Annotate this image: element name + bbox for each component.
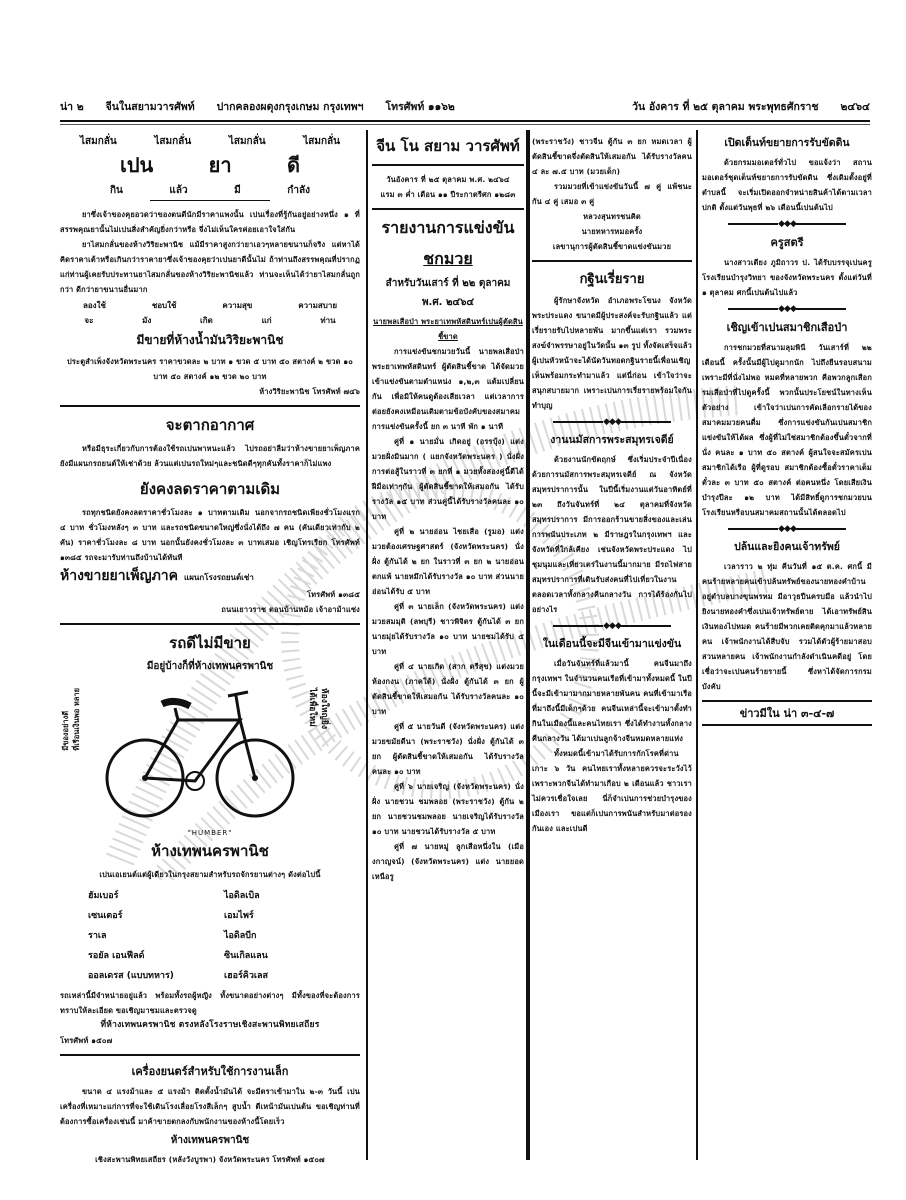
article-paragraph: คู่ที่ ๓ นายเล็ก (จังหวัดพระนคร) แต่งมวยสมมุติ (ลพบุรี) ชาวพิจิตร ตู้กันได้ ๓ ยก นายมุ่ยได้รับรางวัล ๑๐ บาท นายชมได้รับ ๕ บาท <box>372 602 524 656</box>
ad3-side-text-left <box>60 688 82 751</box>
ad-signature: ห้างวิริยะพานิช โทรศัพท์ ๗๔๖ <box>259 387 360 396</box>
ornament-divider: ◆◆◆ <box>532 621 692 631</box>
ad2-subheadline: ยังคงลดราคาตามเดิม <box>139 480 281 498</box>
nameplate: จีน โน สยาม วารศัพท์ <box>376 137 520 155</box>
article-paragraph: ด้วยกรมมอเตอร์ทั่วไป ขอแจ้งว่า สถานมอเตอร์ชุดเต็นท์ขยายการรับขัดดิน ซึ่งเดิมตั้งอยู่ที่ตำบลนี้ จะเริ่มเปิดออกจำหน่ายสินค้าได้ตามเวลาปกติ ตั้งแต่วันพุธที่ ๒๖ เดือนนี้เปนต้นไป <box>702 158 872 212</box>
issue-date: วัน อังคาร ที่ ๒๕ ตุลาคม พระพุทธศักราช <box>632 100 819 113</box>
article-paragraph: ผู้รักษาจังหวัด อำเภอพระโขนง จังหวัดพระประแดง ขนาดมีผู้ประสงค์จะรับกฐินแล้ว แต่เรี่ยรายรับไปหลายพัน มากขึ้นแต่เรา รวมพระสงฆ์จำพรรษาอยู่ในวัดนั้น ๑๓ รูป ทั้งจัดเสร็จแล้ว ผู้เปนหัวหน้าจะได้นัดวันทอดกฐินรายนี้เพื่อนเชิญเห็นพร้อมกระทำมาแล้ว แต่นี่ก่อน เข้าใจว่าจะสนุกสบายมาก เพราะเปนการเรี่ยรายพร้อมใจกันทำบุญ <box>532 296 692 410</box>
article-paragraph: คู่ที่ ๖ นายเจริญ (จังหวัดพระนคร) นั่งฝั่ง นายชวน ชมพลอย (พระราชวัง) ตู้กัน ๒ ยก นายชวนชมพลอย นายเจริญได้รับรางวัล ๑๐ บาท นายชวนได้รับรางวัล ๕ บาท <box>372 782 524 836</box>
benefit-word: ความสบาย <box>298 301 337 310</box>
ad4-shop: ห้างเทพนครพานิช <box>170 1135 250 1146</box>
article-paragraph: เมื่อวันจันทร์ที่แล้วมานี้ คนจีนมาถึงกรุงเทพฯ ในจำนวนคนเรือที่เข้ามาทั้งหมดนี้ ในปีนี้จะมีเข้ามามากมายหลายพันคน คนที่เข้ามาเรือที่มาถึงนี้มีเด็กๆด้วย คนจีนเหล่านี้จะเข้ามาตั้งทำกินในเมืองนี้และคนไทยเรา ซึ่งได้ทำงานทั้งกลางคืนกลางวัน ได้มาเปนลูกจ้างจีนหมดหลายแห่ง <box>532 659 692 743</box>
byline: นายพลเสือป่า พระยาเทพหัสดินทร์เปนผู้ตัดสินชี้ขาด <box>373 317 523 341</box>
page-number: น่า ๒ <box>60 100 84 113</box>
signature: หลวงสุนทรชนคิด <box>583 212 641 221</box>
ad4-paragraph: ขนาด ๔ แรงม้าและ ๕ แรงม้า ติดตั้งน้ำมันได้ จะมีตราเข้ามาใน ๒-๓ วันนี้ เปนเครื่องที่เหมาะแก่การที่จะใช้เดินโรงเลื่อยโรงสีเล็กๆ สูบน้ำ ตีเหน้ามันเปนต้น ขอเชิญท่านที่ต้องการซื้อเครื่องเช่นนี้ มาค้าขายตกลงกับพนักงานของห้างนี้โดยเร็ว <box>60 1087 360 1126</box>
benefit-word: ความสุข <box>222 301 253 310</box>
ad-subline-word: แล้ว <box>169 185 188 196</box>
ad2-headline: จะตากอากาศ <box>165 416 255 434</box>
article-headline: เปิดเต็นท์ขยายการรับขัดดิน <box>724 137 850 149</box>
article-headline: รายงานการแข่งขัน <box>381 218 515 237</box>
ad-subline-word: กำลัง <box>287 185 310 196</box>
brand-item: ฮัมเบอร์ <box>88 891 119 901</box>
article-paragraph: คู่ที่ ๒ นายอ่อน ไชยเสือ (รูมอ) แต่งมวยต้องเศรษฐศาสตร์ (จังหวัดพระนคร) นั่งฝั่ง ตู้กันได้ ๒ ยก ในราวที่ ๓ ยก ๒ นายอ่อนตกแพ้ นายหมึกได้รับรางวัล ๑๐ บาท ส่วนนายอ่อนได้รับ ๕ บาท <box>372 527 524 596</box>
ad4-headline: เครื่องยนตร์สำหรับใช้การงานเล็ก <box>131 1065 289 1078</box>
ad-tagline: ไสมกลั่น <box>228 136 266 147</box>
article-headline: งานนมัสการพระสมุทรเจดีย์ <box>550 434 674 446</box>
side-text-line: ที่เรือนเงินพอ หลาย <box>72 688 81 751</box>
ad3-phone: โทรศัพท์ ๑๕๐๗ <box>60 1036 113 1045</box>
phone: โทรศัพท์ ๑๑๖๒ <box>385 100 455 113</box>
article-subheadline: สำหรับวันเสาร์ ที่ ๒๒ ตุลาคม <box>385 278 511 289</box>
ad2-phone: โทรศัพท์ ๑๓๘๕ <box>306 590 360 599</box>
article-headline: เชิญเข้าเปนสมาชิกเสือป่า <box>726 321 848 334</box>
article-paragraph: ทั้งหมดนี้เข้ามาได้รับการกักโรคที่ด่านเกาะ ๖ วัน คนไทยเราทั้งหลายควรจะระวังไว้ เพราะพวกจีนได้ทำมาเกือบ ๒ เดือนแล้ว ชาวเราไม่ควรเชื่อใจเลย นี่ก็จำเปนการช่วยบำรุงของเมืองเรา ขอแต่ก็เปนการพนันสำหรับมาต่อรองกันเอง และเปนดี <box>532 749 692 833</box>
ad3-paragraph: รถเหล่านี้มีจำหน่ายอยู่แล้ว พร้อมทั้งรถผู้หญิง ทั้งขนาดอย่างต่างๆ มีทั้งของที่จะต้องการทราบให้ละเอียด ขอเชิญมาชมและตรวจดู <box>60 991 360 1015</box>
divider <box>60 405 360 407</box>
brand-item: ไอดิลบีก <box>224 931 257 941</box>
ad3-side-text-right <box>306 688 330 729</box>
column-briefs <box>700 130 874 1160</box>
article-headline: ปล้นและยิงคนเจ้าทรัพย์ <box>734 541 840 553</box>
bicycle-icon <box>100 678 300 828</box>
ad-tagline-row <box>60 130 360 149</box>
ad-subline-word: มี <box>234 185 241 196</box>
ad3-headline: รถดีไม่มีขาย <box>169 634 251 652</box>
price-info: ประตูสำเพ็งจังหวัดพระนคร ราคาขวดละ ๒ บาท ๑ ขวด ๕ บาท ๕๐ สตางค์ ๒ ขวด ๑๐ บาท ๕๐ สตางค์ ๑๒ ขวด ๒๐ บาท <box>66 357 353 381</box>
ad-tagline: ไสมกลั่น <box>154 136 192 147</box>
article-paragraph: การชกมวยที่สนามลุมพินี วันเสาร์ที่ ๒๒ เดือนนี้ ครั้งนั้นมีผู้ไปดูมากนัก ไปถึงยืนรอบสนาม เพราะมีที่นั่งไม่พอ หมดที่หลายพวก คือพวกลูกเสือกรมเสือป่าที่ไปดูครั้งนี้ พวกนั้นประโยชน์ในทางเห็นตัวอย่าง เข้าใจว่าเปนการคัดเลือกรายได้ของสมาคมมวยคนดื่ม ซึ่งการแข่งขันกันเปนสมาชิกแข่งขันให้ได้ผล ซึ่งผู้ที่ไม่ใช่สมาชิกต้องขึ้นตั๋วจากที่นั่ง คนละ ๑ บาท ๕๐ สตางค์ ผู้สนใจจะสมัครเปนสมาชิกได้เรือ ผู้ที่ดูรอบ สมาชิกต้องซื้อตั๋วราคาเต็มตั๋วละ ๓ บาท ๕๐ สตางค์ ต่อคนหนึ่ง โดยเสียเงินบำรุงปีละ ๑๒ บาท ได้มีสิทธิ์ดูการชกมวยบนโรงเรียนหรือบนสมาคมสถานนั้นได้ตลอดไป <box>702 343 872 517</box>
ad2-shop-line <box>60 565 360 587</box>
article-paragraph: เวลาราว ๒ ทุ่ม คืนวันที่ ๑๕ ต.ค. ศกนี้ มีคนร้ายหลายคนเข้าปล้นทรัพย์ของนายทองคำบ้านอยู่ตำบลบางขุนพรหม มีอาวุธปืนครบมือ แล้วนำไปยิงนายทองคำซึ่งเปนเจ้าทรัพย์ตาย ได้เอาทรัพย์สินเงินทองไปหมด คนร้ายมีพวกเคยติดคุกมาแล้วหลายคน เจ้าพนักงานได้สืบจับ รวมได้ตัวผู้ร้ายมาสอบสวนหลายคน เจ้าพนักงานกำลังดำเนินคดีอยู่ โดยเชื่อว่าจะเปนคนร้ายรายนี้ ซึ่งหาได้จัดการกรมบังคับ <box>702 562 872 691</box>
ad-paragraph: ยาซึ่งเจ้าของคุยอวดว่าของตนดีนักมีราคาแพงนั้น เปนเรื่องที่รู้กันอยู่อย่างหนึ่ง ๑ ที่สรรพคุณยานั้นไม่เปนสิ่งสำคัญยิ่งกว่าหรือ จึ่งไม่เห็นใครค่อยเอาใจใส่กัน <box>60 210 360 234</box>
divider <box>60 1054 360 1056</box>
column-news <box>526 130 698 1160</box>
paper-name: จีนในสยามวารศัพท์ <box>105 100 195 113</box>
ad2-address: ถนนเยาวราช ตอนบ้านหม้อ เจ้าอาม้าแซ่ง <box>221 605 360 614</box>
brand-item: เฮอร์คิวเลส <box>224 971 268 981</box>
brand-item: ซินเกิลแลน <box>224 951 268 961</box>
ornament-divider: ◆◆◆ <box>702 219 872 229</box>
benefit-word: แก่ <box>261 316 272 325</box>
brand-item: รอยัล เอนฟีลด์ <box>88 951 145 961</box>
ornament-divider: ◆◆◆ <box>702 524 872 534</box>
benefits-row <box>60 299 360 312</box>
article-headline: ครูสตรี <box>770 236 804 249</box>
ad-tagline: ไสมกลั่น <box>80 136 117 147</box>
benefit-word: ท่าน <box>320 316 336 325</box>
benefit-word: จะ <box>84 316 94 325</box>
lunar-date-line: แรม ๓ ค่ำ เดือน ๑๑ ปีระกาตรีศก ๑๒๘๓ <box>380 190 516 199</box>
ad-headline <box>60 149 360 181</box>
sold-at-heading: มีขายที่ห้างน้ำมันวิริยะพานิช <box>136 333 284 347</box>
divider <box>60 623 360 625</box>
masthead-rule <box>60 120 870 122</box>
continued-notice: ข่าวมีใน น่า ๓-๔-๗ <box>702 700 872 726</box>
divider <box>372 208 524 210</box>
brand-label: "HUMBER" <box>187 829 233 837</box>
ad3-shop: ห้างเทพนครพานิช <box>151 842 269 860</box>
ad4-footer: เชิงสะพานพิทยเสถียร (หลังวังบูรพา) จังหวัดพระนคร โทรศัพท์ ๑๕๐๗ <box>95 1155 325 1164</box>
date-line: วันอังคาร ที่ ๒๕ ตุลาคม พ.ศ. ๒๔๖๔ <box>386 175 510 184</box>
ad2-shop: ห้างขายยาเพ็ญภาค <box>60 568 179 584</box>
divider <box>150 200 270 201</box>
article-paragraph: คู่ที่ ๑ นายมั่น เกิดอยู่ (อรรบุ้ง) แต่งมวยฝั่งมินมาก ( แยกจังหวัดพระนคร ) นั่งฝั่ง การต่อสู้ในราวที่ ๓ ยกที่ ๑ มวยทั้งสองคู่นี้ตีได้ฝีมือเท่าๆกัน ผู้ตัดสินชี้ขาดให้เสมอกัน ได้รับรางวัล ๑๕ บาท ส่วนคู่นี้ได้รับรางวัลคนละ ๑๐ บาท <box>372 437 524 521</box>
article-headline: ในเดือนนี้จะมีจีนเข้ามาแข่งขัน <box>542 638 682 650</box>
ad-headline-word: ยา <box>208 153 232 177</box>
article-paragraph: ด้วยงานนักขัตฤกษ์ ซึ่งเริ่มประจำปีเนื่องด้วยการนมัสการพระสมุทรเจดีย์ ณ จังหวัดสมุทรปราการนั้น ในปีนี้เริ่มงานแต่วันอาทิตย์ที่ ๒๓ ถึงวันจันทร์ที่ ๒๔ ตุลาคมที่จังหวัดสมุทรปราการ มีการออกร้านขายสิ่งของและเล่นการพนันประเภท ๒ มีราษฎรในกรุงเทพฯ และจังหวัดที่ใกล้เคียง เช่นจังหวัดพระประแดง ไปชุมนุมและเที่ยวเตร่ในงานนี้มากมาย มีรถไฟสายสมุทรปราการที่เดินรับส่งคนที่ไปเที่ยวในงานตลอดเวลาทั้งกลางคืนกลางวัน การได้ร้องกันไปอย่างไร <box>532 455 692 614</box>
ornament-divider: ◆◆◆ <box>532 417 692 427</box>
bicycle-illustration <box>60 678 360 833</box>
masthead <box>60 96 870 116</box>
ad3-address: ที่ห้างเทพนครพานิช ตรงหลังโรงราษเชิงสะพานพิทยเสถียร <box>100 1020 320 1030</box>
article-paragraph: (พระราชวัง) ชาวจีน ตู้กัน ๓ ยก หมดเวลา ผู้ตัดสินชี้ขาดจึ่งตัดสินให้เสมอกัน ได้รับรางวัลคน ๔ ละ ๗.๕ บาท (มวยเด็ก) <box>532 137 692 176</box>
signature-title: เลขานุการผู้ตัดสินชี้ขาดแข่งขันมวย <box>552 242 672 251</box>
address: ปากคลองผดุงกรุงเกษม กรุงเทพฯ <box>216 100 364 113</box>
ad3-subheadline: มีอยู่บ้างก็ที่ห้างเทพนครพานิช <box>146 661 274 672</box>
brand-item: เอมไพร์ <box>224 911 254 921</box>
issue-year: ๒๔๖๔ <box>840 100 870 113</box>
signature: นายทหารหมอครั้ง <box>581 227 643 236</box>
article-summary: รวมมวยที่เข้าแข่งขันวันนี้ ๗ คู่ แพ้ชนะกัน ๔ คู่ เสมอ ๓ คู่ <box>532 182 692 206</box>
benefit-word: เกิด <box>200 316 213 325</box>
column-boxing-report <box>366 130 530 1160</box>
article-paragraph: การแข่งขันชกมวยวันนี้ นายพลเสือป่า พระยาเทพหัสดินทร์ ผู้ตัดสินชี้ขาด ได้จัดมวยเข้าแข่งขันตามตำแหน่ง ๑,๒,๓ แต้มเปลี่ยนกัน เพื่อมิให้คนดูต้องเสียเวลา แต่เวลาการต่อยยังคงเหมือนเดิมตามข้อบังคับของสมาคมการแข่งขันครั้งนี้ ยก ๓ นาที พัก ๑ นาที <box>372 347 524 431</box>
benefit-word: ชอบใช้ <box>151 301 177 310</box>
ad-subline-word: กิน <box>110 185 123 196</box>
divider <box>532 260 692 262</box>
bicycle-brand-list <box>60 888 360 982</box>
divider <box>372 164 524 166</box>
benefit-word: ลองใช้ <box>82 301 106 310</box>
ad-tagline: ไสมกลั่น <box>303 136 340 147</box>
ad2-paragraph: รถทุกชนิดยังคงลดราคาชั่วโมงละ ๑ บาทตามเดิม นอกจากรถชนิดเพียงชั่วโมงแรก ๔ บาท ชั่วโมงหลังๆ ๓ บาท และรถชนิดขนาดใหญ่ซึ่งนั่งได้ถึง ๗ คน (คันเดียวเท่ากับ ๒ คัน) ราคาชั่วโมงละ ๘ บาท นอกนั้นยังคงชั่วโมงละ ๓ บาทเสมอ เชิญโทรเรียก โทรศัพท์ ๑๓๘๕ รถจะมารับท่านถึงบ้านได้ทันที <box>60 508 360 562</box>
column-ads <box>60 130 360 1170</box>
article-paragraph: คู่ที่ ๗ นายหมู่ ลูกเสือหนึ่งใน (เมืองกาญจน์) (จังหวัดพระนคร) แต่ง นายยอด เหนือรู <box>372 842 524 881</box>
article-subheadline: พ.ศ. ๒๔๖๔ <box>421 297 475 308</box>
article-headline: ชกมวย <box>423 249 473 268</box>
ad-headline-word: เปน <box>120 153 154 177</box>
ad-paragraph: ยาไสมกลั่นของห้างวิริยะพานิช แม้มีราคาสูงกว่ายาเอวๆหลายขนานก็จริง แต่หาได้คิดราคาเต้าหรือเกินกว่าราคายาซึ่งเจ้าของคุยว่าเปนยาดีนั้นไม่ ถ้าท่านถึงสรรพคุณที่ปรากฏแก่ท่านผู้เคยรับประทานยาไสมกลั่นของห้างวิริยะพานิชแล้ว ท่านจะเห็นได้ว่ายาไสมกลั่นถูกกว่า ดีกว่ายาขนานอื่นมาก <box>60 240 360 294</box>
article-paragraph: คู่ที่ ๕ นายวันดี (จังหวัดพระนคร) แต่งมวยขมัยดีนา (พระราชวัง) นั่งฝั่ง ตู้กันได้ ๓ ยก ผู้ตัดสินชี้ขาดให้เสมอกัน ได้รับรางวัลคนละ ๑๐ บาท <box>372 722 524 776</box>
benefit-word: มัง <box>142 316 152 325</box>
brand-item: เซนเตอร์ <box>88 911 123 921</box>
ad-headline-word: ดี <box>287 153 300 177</box>
article-headline: กฐินเรี่ยราย <box>579 272 645 287</box>
ad-subline <box>60 181 360 198</box>
article-paragraph: คู่ที่ ๔ นายเกิด (สาก ตรีสุข) แต่งมวยห้องกงน (ภาคใต้) นั่งฝั่ง ตู้กันได้ ๓ ยก ผู้ตัดสินชี้ขาดให้เสมอกัน ได้รับรางวัลคนละ ๑๐ บาท <box>372 662 524 716</box>
side-text-line: มีของอย่างดี <box>61 710 70 751</box>
side-text-line: ได้เพื่อใหม่ <box>307 688 317 727</box>
ad2-shop-dept: แผนกโรงรถยนต์เช่า <box>184 573 254 582</box>
side-text-line: ห้องใหญ่ยิ่ง <box>319 688 329 729</box>
ad2-paragraph: หรือมีธุระเกี่ยวกับการต้องใช้รถเปนพาหนะแล้ว ไปรถอย่าลืมว่าห้างขายยาเพ็ญภาคยังมีแผนกรถยนต์ให้เช่าด้วย ล้วนแต่เปนรถใหม่ๆและชนิดดีๆทุกคันทั้งราคาก็ไม่แพง <box>60 444 360 468</box>
brand-item: ออลเดรส (แบบทหาร) <box>88 971 174 981</box>
benefits-row <box>60 314 360 327</box>
article-paragraph: นางสาวเตียง ภูมิถาวร ป. ได้รับบรรจุเปนครูโรงเรียนบำรุงวิทยา ของจังหวัดพระนคร ตั้งแต่วันที่ ๑ ตุลาคม ศกนี้เปนต้นไปแล้ว <box>702 258 872 297</box>
ad3-intro: เปนเอเยนต์แต่ผู้เดียวในกรุงสยามสำหรับรถจักรยานต่างๆ ดังต่อไปนี้ <box>99 870 321 879</box>
brand-item: ไอดิลเบิล <box>224 891 260 901</box>
brand-item: ราเล <box>88 931 107 941</box>
masthead-rule-thin <box>60 124 870 125</box>
ornament-divider: ◆◆◆ <box>702 304 872 314</box>
